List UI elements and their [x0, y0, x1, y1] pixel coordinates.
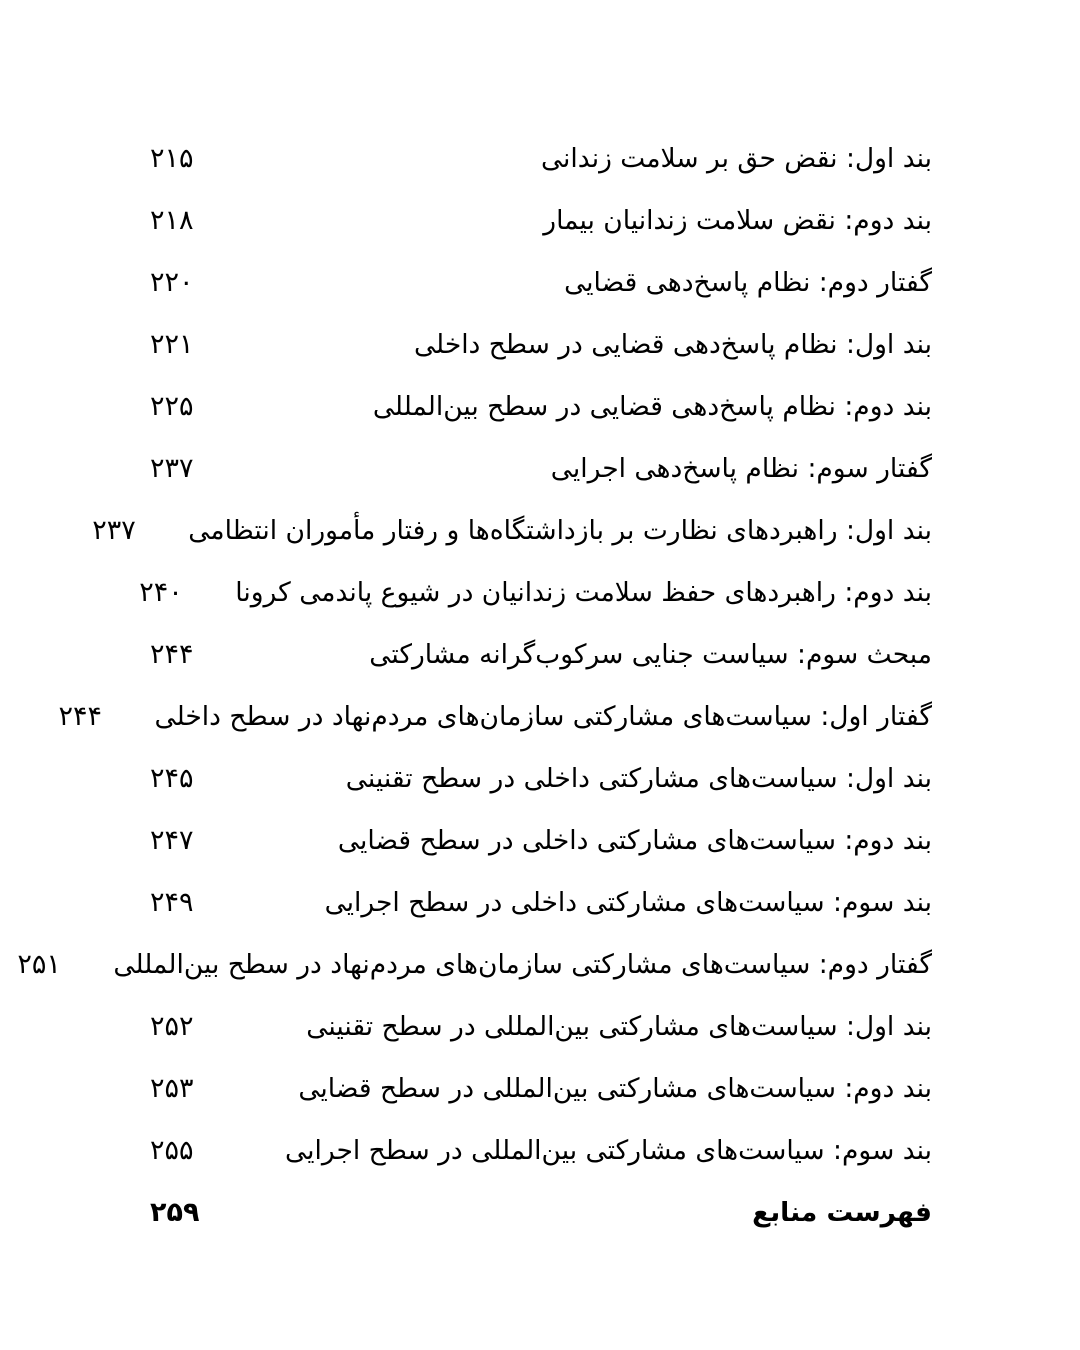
- toc-entry-title: گفتار دوم: سیاست‌های مشارکتی سازمان‌های مردم‌نهاد در سطح بین‌المللی: [113, 949, 932, 980]
- toc-entry[interactable]: [150, 825, 932, 887]
- toc-entry-title: بند اول: سیاست‌های مشارکتی داخلی در سطح تقنینی: [345, 763, 932, 794]
- toc-entry-page-number: ۲۵۵: [150, 1135, 194, 1166]
- toc-entry-page-number: ۲۴۷: [150, 825, 194, 856]
- table-of-contents: [17, 143, 932, 1261]
- toc-entry-title: بند اول: نقض حق بر سلامت زندانی: [540, 143, 932, 174]
- toc-entry-page-number: ۲۲۱: [150, 329, 194, 360]
- toc-entry-page-number: ۲۴۹: [150, 887, 194, 918]
- toc-entry[interactable]: [150, 763, 932, 825]
- toc-entry-page-number: ۲۳۷: [92, 515, 136, 546]
- toc-entry-title: بند سوم: سیاست‌های مشارکتی داخلی در سطح اجرایی: [324, 887, 932, 918]
- toc-entry-title: بند دوم: نظام پاسخ‌دهی قضایی در سطح بین‌المللی: [372, 391, 932, 422]
- toc-entry[interactable]: [150, 1135, 932, 1197]
- toc-entry-title: بند سوم: سیاست‌های مشارکتی بین‌المللی در سطح اجرایی: [285, 1135, 932, 1166]
- toc-entry-title: بند دوم: نقض سلامت زندانیان بیمار: [543, 205, 932, 236]
- toc-entry-page-number: ۲۴۰: [139, 577, 183, 608]
- toc-entry-title: بند دوم: راهبردهای حفظ سلامت زندانیان در شیوع پاندمی کرونا: [235, 577, 932, 608]
- toc-entry[interactable]: [150, 1011, 932, 1073]
- toc-entry-title: بند دوم: سیاست‌های مشارکتی بین‌المللی در سطح قضایی: [298, 1073, 932, 1104]
- toc-entry-page-number: ۲۱۸: [150, 205, 194, 236]
- toc-entry-page-number: ۲۴۵: [150, 763, 194, 794]
- toc-entry-title: بند دوم: سیاست‌های مشارکتی داخلی در سطح قضایی: [337, 825, 932, 856]
- toc-entry-page-number: ۲۴۴: [58, 701, 103, 732]
- toc-entry[interactable]: [139, 577, 932, 639]
- toc-entry[interactable]: [150, 267, 932, 329]
- toc-entry[interactable]: [150, 453, 932, 515]
- toc-entry-page-number: ۲۱۵: [150, 143, 194, 174]
- toc-entry-page-number: ۲۲۵: [150, 391, 194, 422]
- toc-entry-title: فهرست منابع: [752, 1197, 932, 1228]
- toc-entry[interactable]: [150, 143, 932, 205]
- toc-entry-title: مبحث سوم: سیاست جنایی سرکوب‌گرانه مشارکتی: [369, 639, 932, 670]
- toc-entry[interactable]: [150, 391, 932, 453]
- toc-entry-page-number: ۲۵۳: [150, 1073, 194, 1104]
- toc-entry-page-number: ۲۳۷: [150, 453, 194, 484]
- toc-entry-page-number: ۲۲۰: [150, 267, 194, 298]
- toc-entry-title: گفتار دوم: نظام پاسخ‌دهی قضایی: [564, 267, 932, 298]
- toc-entry-page-number: ۲۴۴: [150, 639, 194, 670]
- toc-entry-title: گفتار اول: سیاست‌های مشارکتی سازمان‌های مردم‌نهاد در سطح داخلی: [154, 701, 932, 732]
- toc-entry[interactable]: [92, 515, 932, 577]
- toc-entry-page-number: ۲۵۱: [17, 949, 61, 980]
- toc-entry-page-number: ۲۵۲: [150, 1011, 194, 1042]
- toc-entry[interactable]: [150, 205, 932, 267]
- toc-entry[interactable]: [17, 949, 932, 1011]
- toc-entry-title: بند اول: سیاست‌های مشارکتی بین‌المللی در سطح تقنینی: [306, 1011, 932, 1042]
- toc-entry[interactable]: [150, 639, 932, 701]
- toc-entry[interactable]: [58, 701, 932, 763]
- toc-entry-title: گفتار سوم: نظام پاسخ‌دهی اجرایی: [550, 453, 932, 484]
- toc-entry[interactable]: [150, 1197, 932, 1261]
- toc-entry[interactable]: [150, 1073, 932, 1135]
- toc-entry-title: بند اول: نظام پاسخ‌دهی قضایی در سطح داخلی: [413, 329, 932, 360]
- toc-entry-page-number: ۲۵۹: [150, 1197, 200, 1228]
- toc-entry[interactable]: [150, 887, 932, 949]
- toc-entry[interactable]: [150, 329, 932, 391]
- toc-entry-title: بند اول: راهبردهای نظارت بر بازداشتگاه‌ها و رفتار مأموران انتظامی: [188, 515, 932, 546]
